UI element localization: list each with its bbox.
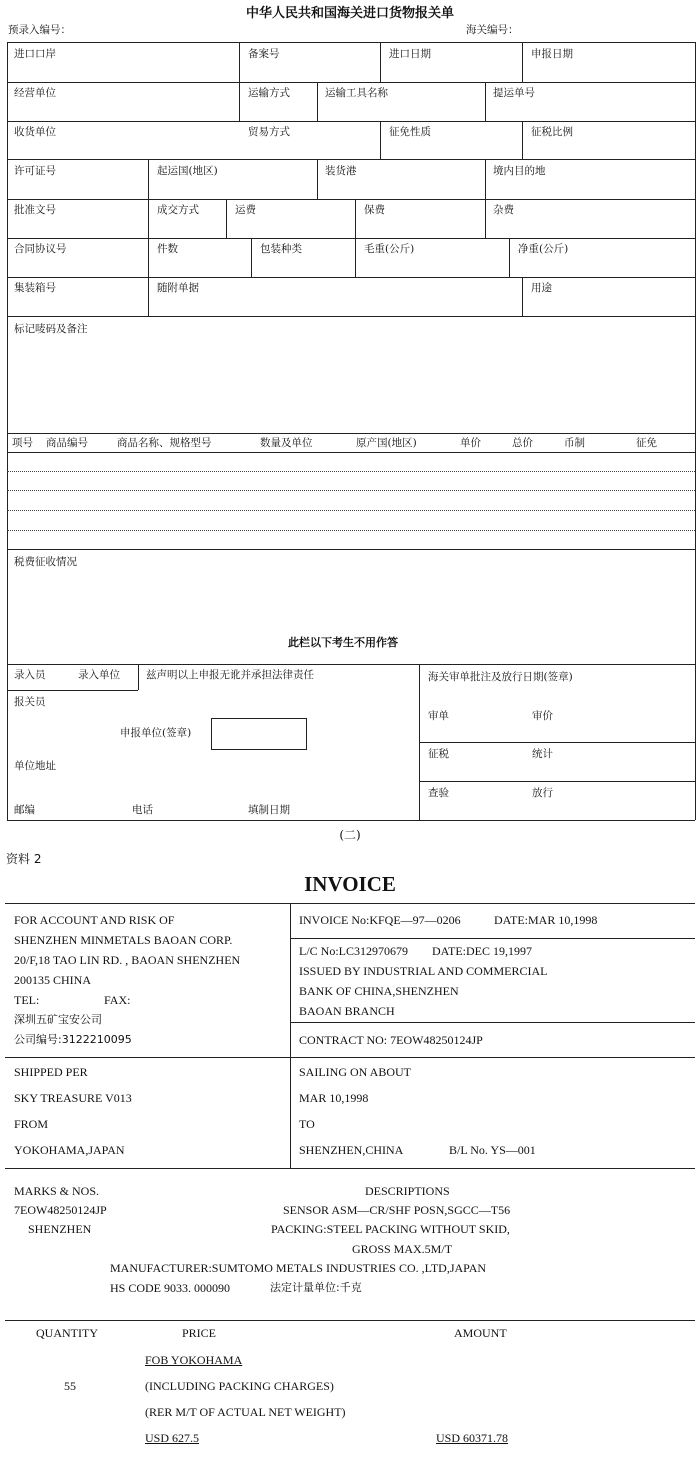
issued-by-line-2: BANK OF CHINA,SHENZHEN [299,984,459,998]
field-net-weight: 净重(公斤) [518,243,569,255]
sailing-label: SAILING ON ABOUT [299,1065,411,1079]
field-unit-address: 单位地址 [14,760,56,772]
marks-line-2: SHENZHEN [28,1222,92,1236]
goods-header-quantity: 数量及单位 [260,437,313,449]
goods-header-total-price: 总价 [512,437,533,449]
field-usage: 用途 [531,282,552,294]
unit-price: USD 627.5 [145,1431,200,1445]
field-inspection: 查验 [428,787,449,799]
goods-header-exemption: 征免 [636,437,657,449]
marks-line-1: 7EOW48250124JP [14,1203,107,1217]
field-statistics: 统计 [532,748,553,760]
field-release: 放行 [532,787,553,799]
field-entry-clerk: 录入员 [14,669,46,681]
field-exemption-nature: 征免性质 [389,126,431,138]
customs-number-label: 海关编号： [466,24,519,36]
buyer-line-2: SHENZHEN MINMETALS BAOAN CORP. [14,933,233,947]
rate-note: (RER M/T OF ACTUAL NET WEIGHT) [145,1405,346,1419]
buyer-fax: FAX: [104,993,131,1007]
field-approval-no: 批准文号 [14,204,56,216]
total-amount: USD 60371.78 [436,1431,509,1445]
field-tax-rate: 征税比例 [531,126,573,138]
price-header: PRICE [182,1326,217,1340]
field-declarant: 报关员 [14,696,46,708]
quantity-header: QUANTITY [36,1326,98,1340]
field-levy-tax: 征税 [428,748,449,760]
shipped-per-label: SHIPPED PER [14,1065,88,1079]
goods-header-currency: 币制 [564,437,585,449]
sailing-date: MAR 10,1998 [299,1091,369,1105]
field-license-no: 许可证号 [14,165,56,177]
field-declaring-unit-seal: 申报单位(签章) [120,727,192,739]
marks-label: MARKS & NOS. [14,1184,100,1198]
field-consignee: 收货单位 [14,126,56,138]
seal-box [211,718,307,750]
field-package-type: 包装种类 [260,243,302,255]
field-operating-unit: 经营单位 [14,87,56,99]
page-marker: (二) [339,828,361,842]
field-port-of-import: 进口口岸 [14,48,56,60]
buyer-cn-name: 深圳五矿宝安公司 [14,1013,102,1026]
goods-header-origin: 原产国(地区) [356,437,417,449]
field-container-no: 集装箱号 [14,282,56,294]
invoice-date: DATE:MAR 10,1998 [494,913,598,927]
field-insurance: 保费 [364,204,385,216]
to-value: SHENZHEN,CHINA [299,1143,404,1157]
buyer-line-3: 20/F,18 TAO LIN RD. , BAOAN SHENZHEN [14,953,241,967]
buyer-line-4: 200135 CHINA [14,973,91,987]
descriptions-label: DESCRIPTIONS [365,1184,450,1198]
field-transport-name: 运输工具名称 [325,87,388,99]
lc-date: DATE:DEC 19,1997 [432,944,532,958]
price-terms: FOB YOKOHAMA [145,1353,243,1367]
field-record-no: 备案号 [248,48,280,60]
field-trade-mode: 贸易方式 [248,126,290,138]
field-freight: 运费 [235,204,256,216]
lc-number: L/C No:LC312970679 [299,944,409,958]
goods-header-item-no: 项号 [12,437,33,449]
buyer-tel: TEL: [14,993,40,1007]
field-import-date: 进口日期 [389,48,431,60]
field-fill-date: 填制日期 [248,804,290,816]
description-line-1: SENSOR ASM—CR/SHF POSN,SGCC—T56 [283,1203,511,1217]
description-line-2: PACKING:STEEL PACKING WITHOUT SKID, [271,1222,510,1236]
amount-header: AMOUNT [454,1326,507,1340]
description-line-3: GROSS MAX.5M/T [352,1242,453,1256]
from-value: YOKOHAMA,JAPAN [14,1143,125,1157]
field-tax-status: 税费征收情况 [14,556,77,568]
issued-by-line-3: BAOAN BRANCH [299,1004,395,1018]
goods-header-unit-price: 单价 [460,437,481,449]
bl-number: B/L No. YS—001 [449,1143,536,1157]
field-gross-weight: 毛重(公斤) [364,243,415,255]
from-label: FROM [14,1117,49,1131]
buyer-line-1: FOR ACCOUNT AND RISK OF [14,913,175,927]
quantity-value: 55 [64,1379,76,1393]
vessel-name: SKY TREASURE V013 [14,1091,132,1105]
field-phone: 电话 [132,804,153,816]
form-title: 中华人民共和国海关进口货物报关单 [245,6,454,21]
field-declare-date: 申报日期 [531,48,573,60]
field-pieces: 件数 [157,243,178,255]
field-entry-unit: 录入单位 [78,669,120,681]
legal-unit: 法定计量单位:千克 [270,1281,362,1294]
to-label: TO [299,1117,315,1131]
declaration-statement: 兹声明以上申报无讹并承担法律责任 [146,669,314,681]
section-label: 资料 2 [6,852,42,866]
field-contract-no: 合同协议号 [14,243,67,255]
issued-by-line-1: ISSUED BY INDUSTRIAL AND COMMERCIAL [299,964,548,978]
invoice-title: INVOICE [304,872,396,896]
field-origin-country: 起运国(地区) [157,165,218,177]
field-review-price: 审价 [532,710,553,722]
field-marks-remarks: 标记唛码及备注 [14,323,88,335]
field-destination: 境内目的地 [493,165,546,177]
field-attached-docs: 随附单据 [157,282,199,294]
invoice-number: INVOICE No:KFQE—97—0206 [299,913,461,927]
manufacturer: MANUFACTURER:SUMTOMO METALS INDUSTRIES CO. ,LTD,JAPAN [110,1261,487,1275]
goods-header-name-spec: 商品名称、规格型号 [117,437,212,449]
field-loading-port: 装货港 [325,165,357,177]
goods-header-code: 商品编号 [46,437,88,449]
field-misc-fee: 杂费 [493,204,514,216]
contract-number: CONTRACT NO: 7EOW48250124JP [299,1033,483,1047]
field-postcode: 邮编 [14,804,35,816]
buyer-cn-code: 公司编号:3122210095 [14,1033,132,1046]
field-review-doc: 审单 [428,710,449,722]
field-transaction-mode: 成交方式 [157,204,199,216]
field-bill-of-lading: 提运单号 [493,87,535,99]
packing-note: (INCLUDING PACKING CHARGES) [145,1379,334,1393]
examinee-note: 此栏以下考生不用作答 [288,636,398,649]
pre-entry-number-label: 预录入编号： [8,24,71,36]
field-customs-approval: 海关审单批注及放行日期(签章) [428,671,573,683]
field-transport-mode: 运输方式 [248,87,290,99]
hs-code: HS CODE 9033. 000090 [110,1281,231,1295]
